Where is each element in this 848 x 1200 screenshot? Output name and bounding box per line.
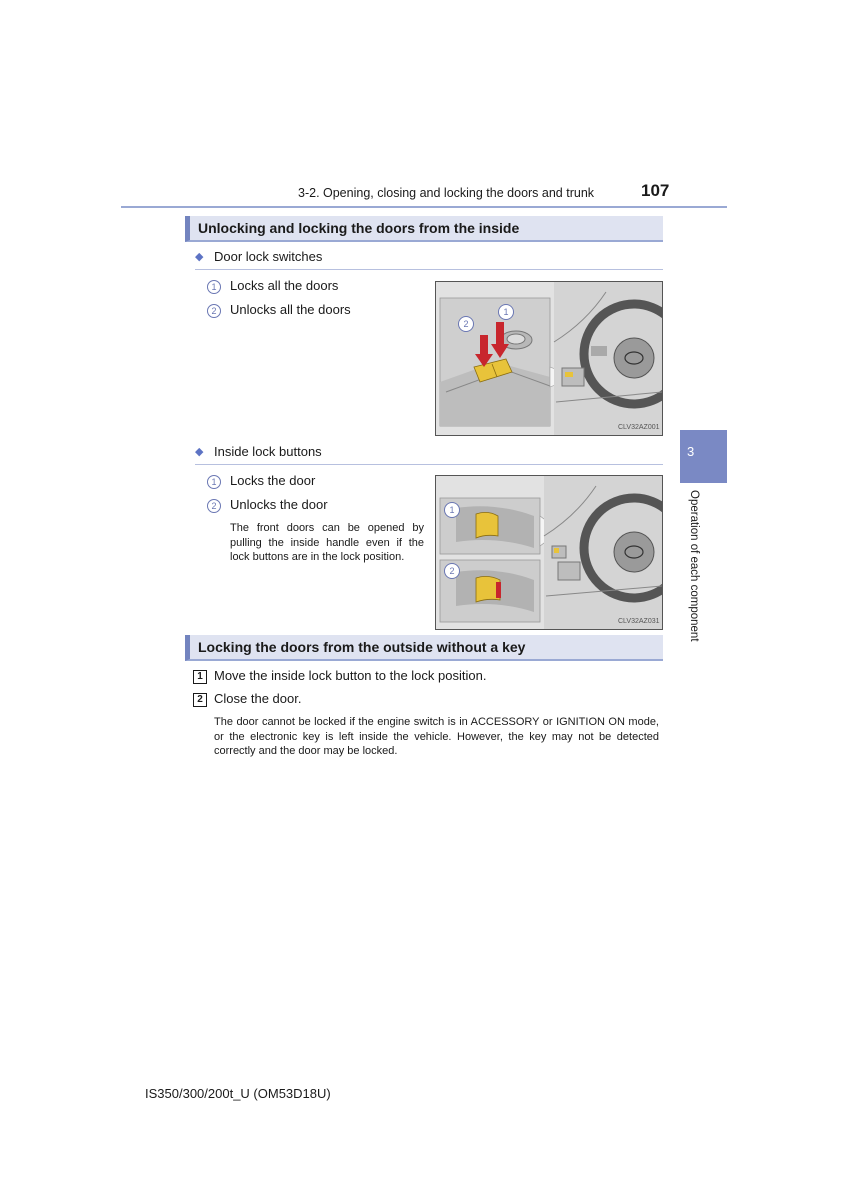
step-text-2: Close the door. [214,691,302,706]
callout-1: 1 [444,502,460,518]
item-text-unlocks-all: Unlocks all the doors [230,302,351,317]
item-number-2: 2 [207,499,221,513]
figure-code: CLV32AZ001 [618,424,660,431]
diamond-bullet-icon: ◆ [195,446,204,458]
step-number-1: 1 [193,670,207,684]
item-number-2: 2 [207,304,221,318]
section-heading-text: Unlocking and locking the doors from the inside [198,220,520,236]
step-number-2: 2 [193,693,207,707]
chapter-title-vertical: Operation of each component [688,490,700,642]
subheading-text: Door lock switches [214,249,323,264]
diamond-bullet-icon: ◆ [195,251,204,263]
subheading-inside-lock-buttons [195,444,663,465]
running-header-section: 3-2. Opening, closing and locking the doors and trunk [298,186,595,200]
subheading-door-lock-switches [195,249,663,270]
note-door-cannot-be-locked: The door cannot be locked if the engine switch is in ACCESSORY or IGNITION ON mode, or the electronic key is left inside the vehicle. However, the key may not be detected correctly and the door may be locked. [214,716,659,757]
section-heading-text: Locking the doors from the outside without a key [198,639,526,655]
item-number-1: 1 [207,475,221,489]
callout-1: 1 [498,304,514,320]
subheading-text: Inside lock buttons [214,444,322,459]
item-text-locks-door: Locks the door [230,473,316,488]
chapter-number: 3 [687,444,695,459]
chapter-tab [680,430,727,483]
note-front-doors: The front doors can be opened by pulling the inside handle even if the lock buttons are in the lock position. [230,522,424,563]
item-number-1: 1 [207,280,221,294]
page-number: 107 [641,181,670,200]
item-text-unlocks-door: Unlocks the door [230,497,328,512]
inside-lock-button-illustration [436,476,662,629]
callout-2: 2 [458,316,474,332]
step-text-1: Move the inside lock button to the lock position. [214,668,487,683]
callout-2: 2 [444,563,460,579]
figure-code: CLV32AZ031 [618,618,660,625]
footer-model-code: IS350/300/200t_U (OM53D18U) [145,1086,331,1101]
figure-door-lock-switches [435,281,663,436]
section-heading-locking-outside-without-key [185,635,663,661]
item-text-locks-all: Locks all the doors [230,278,339,293]
figure-inside-lock-buttons [435,475,663,630]
section-heading-unlocking-locking-inside [185,216,663,242]
header-rule [121,206,727,208]
door-lock-switch-illustration [436,282,662,435]
